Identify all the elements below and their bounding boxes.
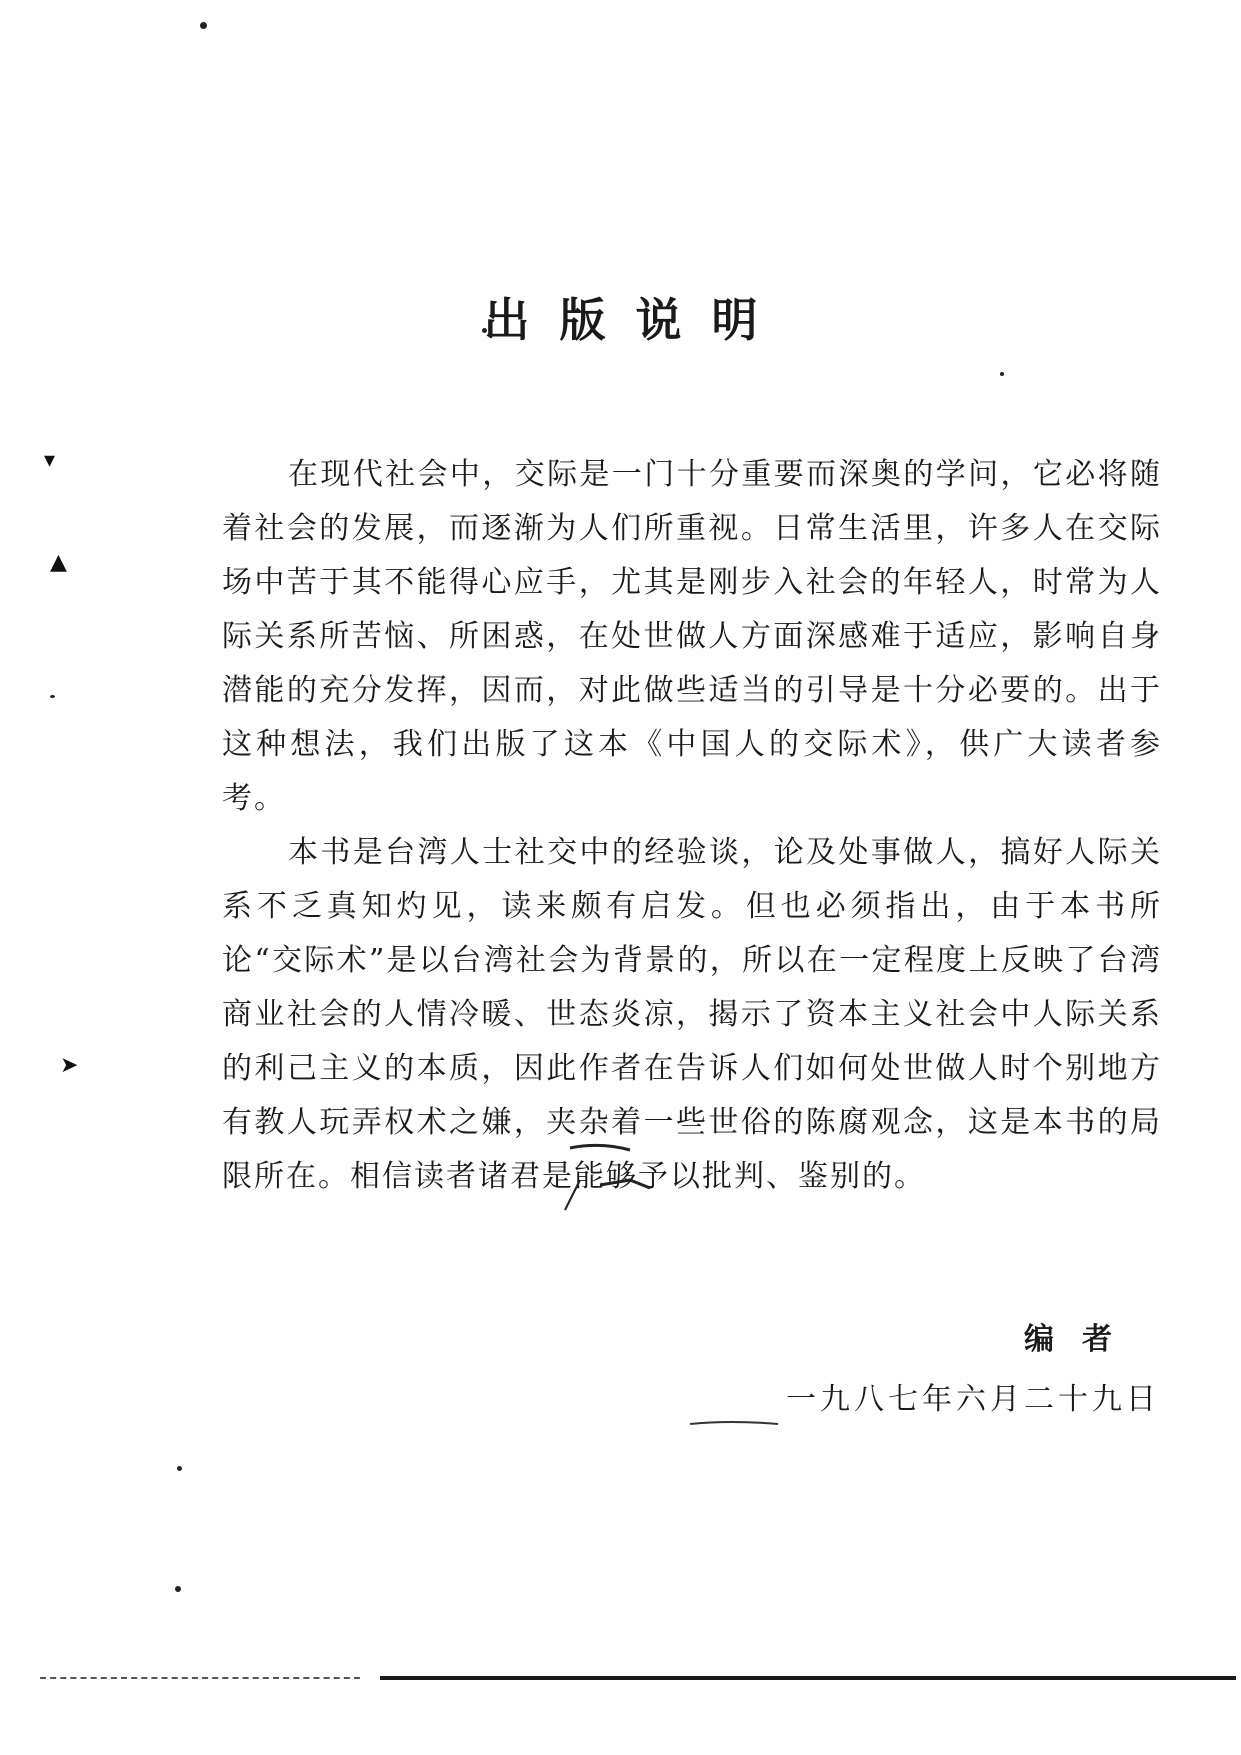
bottom-dashed-rule (40, 1677, 360, 1679)
bottom-rule (380, 1676, 1236, 1680)
speck (1000, 372, 1004, 376)
speck (177, 1466, 182, 1471)
date-line: 一九八七年六月二十九日 (786, 1382, 1160, 1417)
scribble-marks (560, 1140, 980, 1220)
speck (50, 695, 55, 698)
speck (175, 1586, 181, 1592)
margin-mark: ▲ (50, 550, 67, 575)
margin-mark: ▾ (44, 448, 56, 473)
signature-block (700, 1310, 1160, 1430)
paragraph-2: 本书是台湾人士社交中的经验谈，论及处事做人，搞好人际关系不乏真知灼见，读来颇有启发。但也必须指出，由于本书所论“交际术”是以台湾社会为背景的，所以在一定程度上反映了台湾商业社会的人情冷暖、世态炎凉，揭示了资本主义社会中人际关系的利己主义的本质，因此作者在告诉人们如何处世做人时个别地方有教人玩弄权术之嫌，夹杂着一些世俗的陈腐观念，这是本书的局限所在。相信读者诸君是能够予以批判、鉴别的。 (222, 835, 1162, 1194)
page-title: 出版说明 (483, 293, 788, 347)
date-underline-mark (690, 1418, 780, 1428)
paragraph-1: 在现代社会中，交际是一门十分重要而深奥的学问，它必将随着社会的发展，而逐渐为人们所重视。日常生活里，许多人在交际场中苦于其不能得心应手，尤其是刚步入社会的年轻人，时常为人际关系所苦恼、所困惑，在处世做人方面深感难于适应，影响自身潜能的充分发挥，因而，对此做些适当的引导是十分必要的。出于这种想法，我们出版了这本《中国人的交际术》，供广大读者参考。 (222, 457, 1162, 816)
speck (200, 22, 207, 29)
margin-mark: ➤ (60, 1053, 79, 1078)
author-label: 编者 (1024, 1322, 1140, 1357)
body-text (222, 448, 1162, 1204)
